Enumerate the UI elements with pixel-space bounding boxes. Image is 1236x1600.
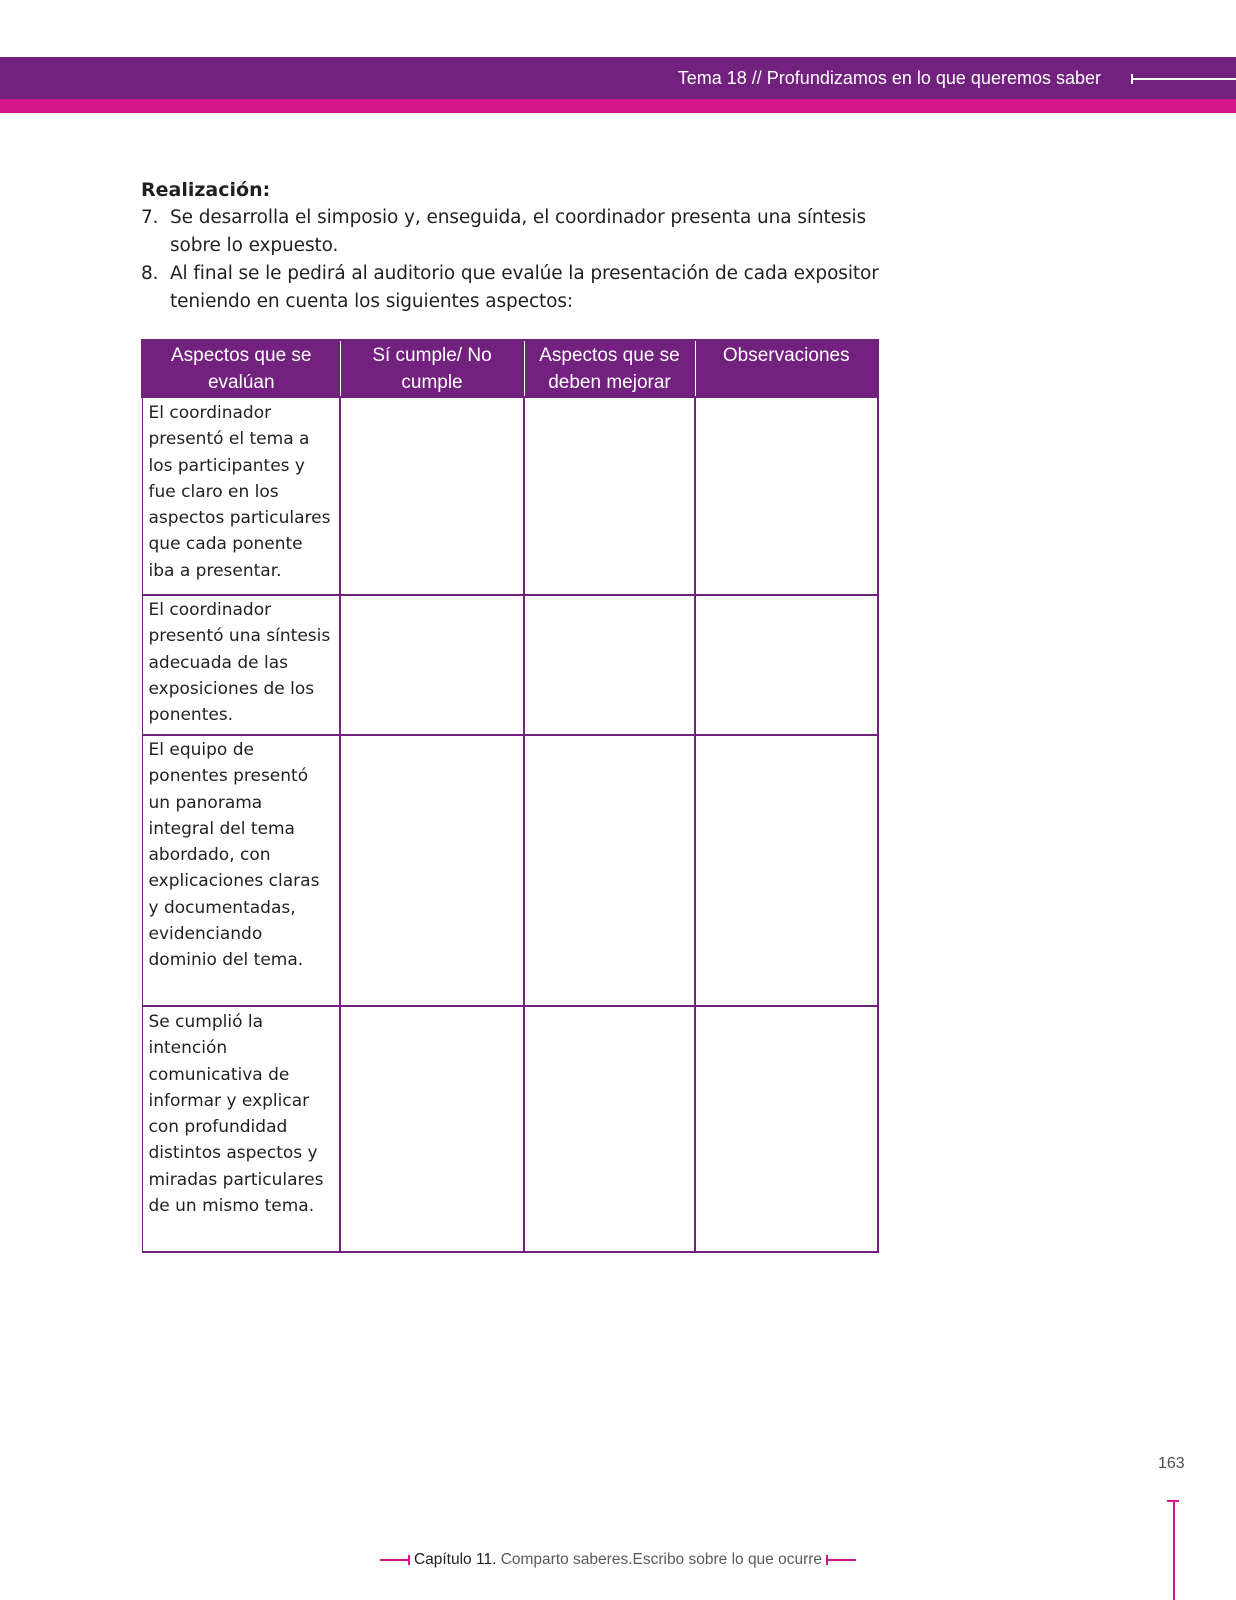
footer-title: Comparto saberes.Escribo sobre lo que ocurre [500, 1551, 823, 1568]
table-header-row [142, 340, 878, 397]
table-row [142, 1006, 878, 1252]
step-text: Al final se le pedirá al auditorio que evalúe la presentación de cada expositor teniendo en cuenta los siguientes aspectos: [170, 263, 879, 312]
improve-cell[interactable] [524, 397, 695, 595]
observations-cell[interactable] [695, 397, 878, 595]
header-rule [1131, 78, 1236, 80]
improve-cell[interactable] [524, 595, 695, 735]
list-item [141, 204, 881, 260]
table-row [142, 735, 878, 1006]
section-label: Realización: [141, 179, 271, 201]
meets-cell[interactable] [340, 397, 524, 595]
page-footer [0, 1551, 1236, 1569]
header-aspects: Aspectos que se evalúan [142, 340, 340, 397]
table-row [142, 595, 878, 735]
header-accent-stripe [0, 99, 1236, 113]
meets-cell[interactable] [340, 595, 524, 735]
step-number: 8. [141, 263, 159, 284]
side-rule [1173, 1500, 1175, 1600]
main-content [141, 176, 881, 316]
observations-cell[interactable] [695, 595, 878, 735]
footer-rule-left [380, 1559, 408, 1561]
table-row [142, 397, 878, 595]
running-header: Tema 18 // Profundizamos en lo que queremos saber [677, 68, 1101, 88]
meets-cell[interactable] [340, 1006, 524, 1252]
footer-chapter: Capítulo 11. [413, 1551, 497, 1568]
aspect-cell: El coordinador presentó una síntesis adecuada de las exposiciones de los ponentes. [142, 595, 340, 735]
list-item [141, 260, 881, 316]
improve-cell[interactable] [524, 735, 695, 1006]
meets-cell[interactable] [340, 735, 524, 1006]
observations-cell[interactable] [695, 735, 878, 1006]
steps-list [141, 204, 881, 316]
footer-rule-right [828, 1559, 856, 1561]
aspect-cell: El coordinador presentó el tema a los participantes y fue claro en los aspectos particulares que cada ponente iba a presentar. [142, 397, 340, 595]
step-text: Se desarrolla el simposio y, enseguida, el coordinador presenta una síntesis sobre lo expuesto. [170, 207, 867, 256]
footer-tick-left [408, 1555, 410, 1565]
observations-cell[interactable] [695, 1006, 878, 1252]
aspect-cell: Se cumplió la intención comunicativa de informar y explicar con profundidad distintos aspectos y miradas particulares de un mismo tema. [142, 1006, 340, 1252]
improve-cell[interactable] [524, 1006, 695, 1252]
header-improve: Aspectos que se deben mejorar [524, 340, 695, 397]
evaluation-table [141, 339, 879, 1253]
aspect-cell: El equipo de ponentes presentó un panorama integral del tema abordado, con explicaciones claras y documentadas, evidenciando dominio del tema. [142, 735, 340, 1006]
step-number: 7. [141, 207, 159, 228]
header-observations: Observaciones [695, 340, 878, 397]
header-meets: Sí cumple/ No cumple [340, 340, 524, 397]
page-number: 163 [1158, 1455, 1185, 1472]
